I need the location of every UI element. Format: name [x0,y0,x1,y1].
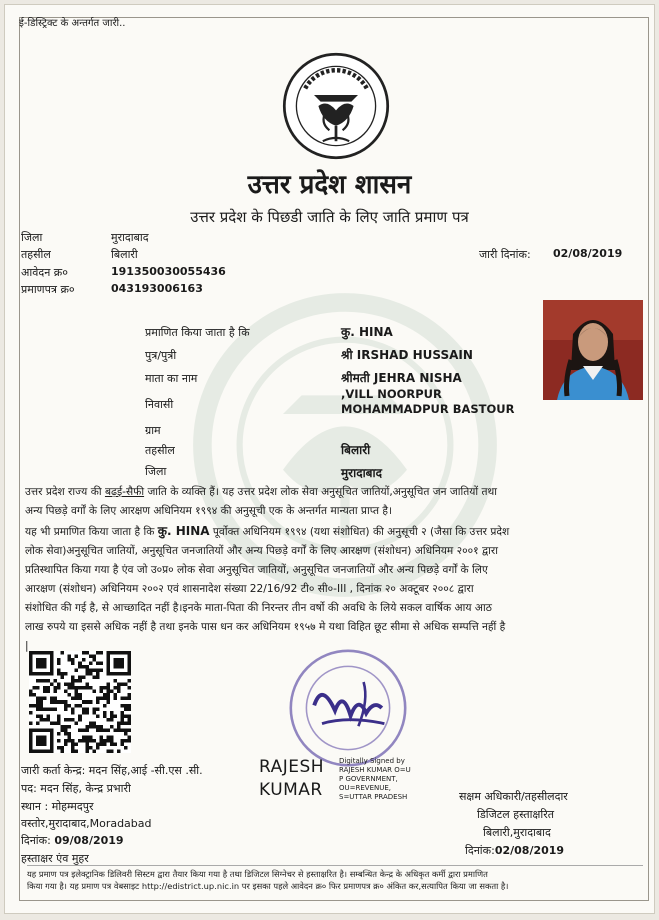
caste-line-post: जाति के व्यक्ति हैं। यह उत्तर प्रदेश लोक सेवा अनुसूचित जातियों,अनुसूचित जन जातियों तथा [144,486,498,498]
footer-note [27,865,643,892]
resident-label: निवासी [145,398,174,411]
signature-detail-line: S=UTTAR PRADESH [339,793,408,801]
tehsil-label: तहसील [21,248,51,261]
application-label: आवेदन क्र० [21,266,68,279]
caste-name: बढ़ई-सैफी [104,486,145,498]
issue-date-value: 02/08/2019 [553,247,623,260]
certificate-no-label: प्रमाणपत्र क्र० [21,283,75,296]
applicant-photo [543,300,643,400]
authority-date-label: दिनांक: [465,844,495,857]
top-note: ई-डिस्ट्रिक्ट के अन्तर्गत जारी.. [19,18,126,29]
father-name: श्री IRSHAD HUSSAIN [341,348,473,362]
signature-detail-line: Digitally Signed by [339,757,405,765]
caste-paragraph [25,483,645,521]
district-value: मुरादाबाद [111,231,149,244]
resident-line1: ,VILL NOORPUR [341,387,442,401]
caste-paragraph-line2: अन्य पिछड़े वर्गों के लिए आरक्षण अधिनियम १९९४ की अनुसूची एक के अन्तर्गत मान्यता प्राप्त है। [25,505,393,517]
signature-detail-line: OU=REVENUE, [339,784,392,792]
issuer-post: पद: मदन सिंह, केन्द्र प्रभारी [21,782,131,795]
authority-date-value: 02/08/2019 [494,844,565,857]
application-number: 191350030055436 [111,265,226,278]
detail-tehsil-value: बिलारी [341,443,371,457]
certification-name: कु. HINA [157,524,210,538]
footer-line2: किया गया है। यह प्रमाण पत्र वेबसाइट http://edistrict.up.nic.in पर इसका पहले आवेदन क्र० फिर प्रमाणपत्र क्र० अंकित कर,सत्यापित किया जा सकता है। [27,881,509,891]
issuer-place: स्थान : मोहम्मदपुर [21,800,94,813]
certification-line5: संशोधित की गई है, से आच्छादित नहीं है।इनके माता-पिता की निरन्तर तीन वर्षो की अवधि के लिये सकल वार्षिक आय आठ [25,602,492,614]
signature-detail-line: P GOVERNMENT, [339,775,398,783]
issue-date-label: जारी दिनांक: [479,248,531,261]
certification-paragraph [25,522,645,656]
certification-line1 [25,522,645,542]
certification-line2: लोक सेवा)अनुसूचित जातियों, अनुसूचित जनजातियों और अन्य पिछड़े वर्गों के लिए आरक्षण (संशोधन) अधिनियम २००१ द्वारा [25,545,498,557]
official-seal-icon [283,643,413,773]
mother-name: श्रीमती JEHRA NISHA [341,371,462,385]
issuer-address: वस्तोर,मुरादाबाद,Moradabad [21,817,152,830]
detail-tehsil-label: तहसील [145,444,175,457]
certification-line1-post: पूर्वोक्त अधिनियम १९९४ (यथा संशोधित) की अनुसूची २ (जैसा कि उत्तर प्रदेश [209,526,510,538]
caste-line-pre: उत्तर प्रदेश राज्य की [25,486,105,498]
digital-signature-details [339,757,411,802]
issuer-date-label: दिनांक: [21,834,51,847]
authority-date [465,843,564,858]
signer-last-name: KUMAR [259,780,323,800]
certification-line6: लाख रुपये या इससे अधिक नहीं है तथा इनके पास धन कर अधिनियम १९५७ मे यथा विहित छूट सीमा से अधिक सम्पत्ति नहीं है [25,621,506,633]
certification-line4: आरक्षण (संशोधन) अधिनियम २००२ एवं शासनादेश संख्या 22/16/92 टी० सी०-III , दिनांक २० अक्टूबर २००८ द्वारा [25,583,474,595]
caste-paragraph-line1 [25,483,645,502]
tehsil-value: बिलारी [111,248,138,261]
applicant-name: कु. HINA [341,325,393,339]
parent-label: पुत्र/पुत्री [145,349,177,362]
up-emblem-icon [281,51,391,161]
detail-district-label: जिला [145,465,167,478]
authority-location: बिलारी,मुरादाबाद [483,826,551,839]
mother-label: माता का नाम [145,372,198,385]
certificate-number: 043193006163 [111,282,203,295]
certificate-sheet [4,4,655,914]
qr-code-icon [29,651,131,753]
certification-line1-pre: यह भी प्रमाणित किया जाता है कि [25,526,158,538]
issuer-date-value: 09/08/2019 [54,834,124,847]
authority-digital: डिजिटल हस्ताक्षरित [477,808,554,821]
authority-title: सक्षम अधिकारी/तहसीलदार [459,790,568,803]
issuer-center: जारी कर्ता केन्द्र: मदन सिंह,आई -सी.एस .सी. [21,764,203,777]
issuer-date [21,833,124,848]
certification-line3: प्रतिस्थापित किया गया है एंव जो उ०प्र० लोक सेवा अनुसूचित जातियों, अनुसूचित जनजातियों और अन्य पिछड़े वर्गों के लिए [25,564,488,576]
footer-line1: यह प्रमाण पत्र इलेक्ट्रानिक डिलिवरी सिस्टम द्वारा तैयार किया गया है तथा डिजिटल सिग्नेचर से हस्ताक्षरित है। सम्बन्धित केन्द्र के अधिकृत कर्मी द्वारा प्रमाणित [27,869,488,879]
certification-line7: | [25,640,29,652]
certificate-heading: उत्तर प्रदेश शासन [247,170,412,200]
detail-district-value: मुरादाबाद [341,466,383,480]
certificate-subheading: उत्तर प्रदेश के पिछडी जाति के लिए जाति प्रमाण पत्र [190,208,469,226]
resident-line2: MOHAMMADPUR BASTOUR [341,402,515,416]
certify-label: प्रमाणित किया जाता है कि [145,326,250,339]
issuer-sign-label: हस्ताक्षर एंव मुहर [21,852,89,865]
signer-first-name: RAJESH [259,757,325,777]
district-label: जिला [21,231,43,244]
signature-detail-line: RAJESH KUMAR O=U [339,766,411,774]
applicant-photo-icon [543,300,643,400]
village-label: ग्राम [145,424,161,437]
